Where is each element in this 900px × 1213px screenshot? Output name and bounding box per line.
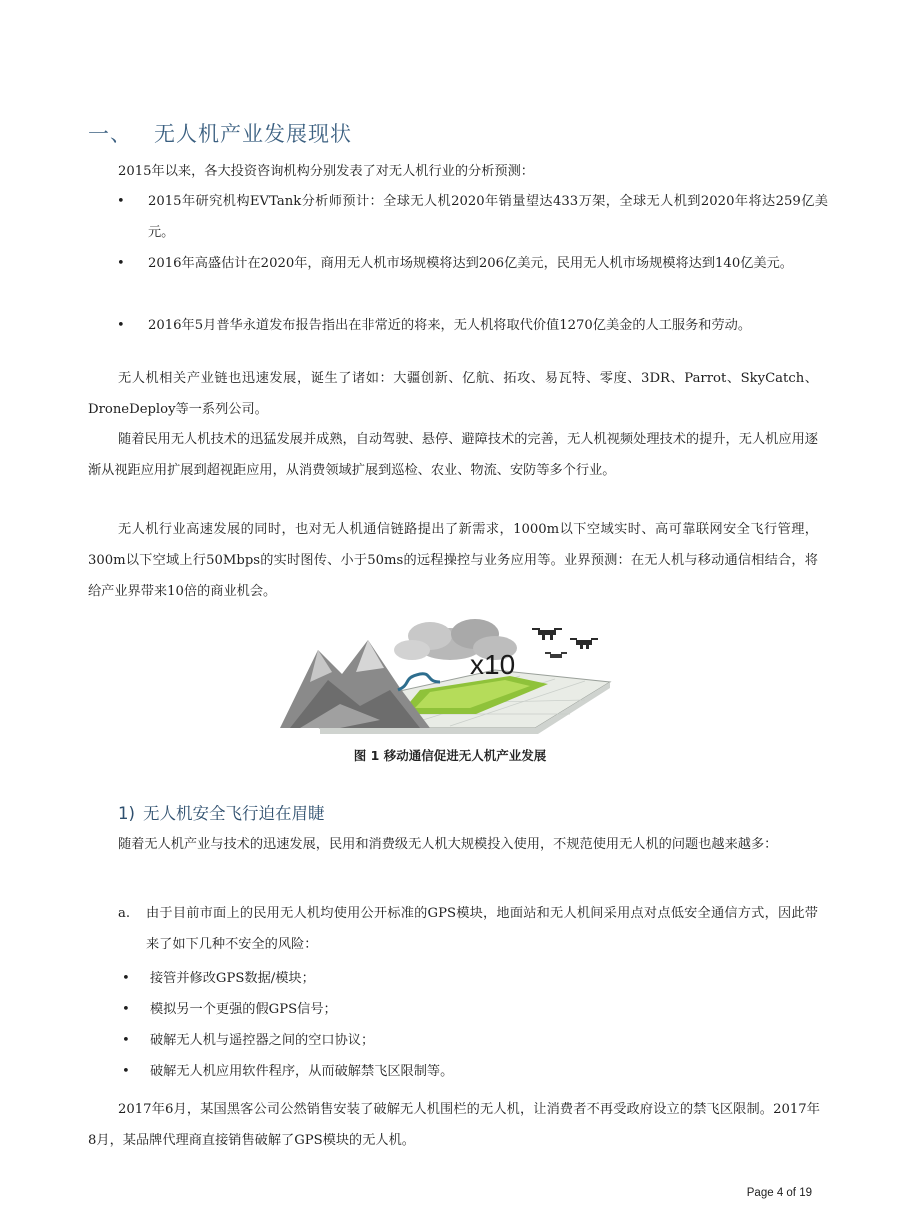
list-item <box>88 248 828 310</box>
communication-paragraph: 无人机行业高速发展的同时，也对无人机通信链路提出了新需求，1000m以下空域实时、高可靠联网安全飞行管理，300m以下空域上行50Mbps的实时图传、小于50ms的远程操控与业务应用等。业界预测：在无人机与移动通信相结合，将给产业界带来10倍的商业机会。 <box>88 522 818 599</box>
intro-paragraph: 2015年以来，各大投资咨询机构分别发表了对无人机行业的分析预测： <box>118 164 534 179</box>
bullet-icon: • <box>122 1064 130 1079</box>
subsection-title: 无人机安全飞行迫在眉睫 <box>142 804 325 823</box>
list-item <box>118 1025 818 1056</box>
drone-icon <box>532 628 562 640</box>
bullet-icon: • <box>117 318 125 333</box>
bullet-icon: • <box>122 1033 130 1048</box>
list-item <box>118 1056 818 1087</box>
item-marker: a. <box>118 906 131 921</box>
page-number: Page 4 of 19 <box>746 1187 812 1199</box>
technology-paragraph: 随着民用无人机技术的迅猛发展并成熟，自动驾驶、悬停、避障技术的完善，无人机视频处理技术的提升，无人机应用逐渐从视距应用扩展到超视距应用，从消费领域扩展到巡检、农业、物流、安防等多个行业。 <box>88 432 818 478</box>
list-item <box>118 994 818 1025</box>
list-item-text: 破解无人机与遥控器之间的空口协议； <box>150 1033 375 1048</box>
list-item-text: 接管并修改GPS数据/模块； <box>150 971 315 986</box>
forecast-list <box>88 186 828 372</box>
bullet-icon: • <box>117 194 125 209</box>
bullet-icon: • <box>122 971 130 986</box>
section-title: 无人机产业发展现状 <box>154 122 352 146</box>
multiplier-label: x10 <box>470 649 516 680</box>
list-item <box>88 186 828 248</box>
drone-icon <box>545 652 567 658</box>
section-number: 一、 <box>88 122 132 146</box>
item-text: 由于目前市面上的民用无人机均使用公开标准的GPS模块，地面站和无人机间采用点对点低安全通信方式，因此带来了如下几种不安全的风险： <box>146 906 818 952</box>
bullet-icon: • <box>117 256 125 271</box>
subsection-heading <box>118 800 324 824</box>
list-item <box>118 963 818 994</box>
problem-paragraph: 随着无人机产业与技术的迅速发展，民用和消费级无人机大规模投入使用，不规范使用无人机的问题也越来越多： <box>118 837 778 852</box>
list-item-text: 2016年5月普华永道发布报告指出在非常近的将来，无人机将取代价值1270亿美金的人工服务和劳动。 <box>148 318 752 333</box>
figure-caption: 图 1 移动通信促进无人机产业发展 <box>353 748 547 763</box>
risk-list <box>118 963 818 1087</box>
drone-industry-figure <box>280 610 620 740</box>
subsection-number: 1) <box>118 804 135 823</box>
industry-chain-paragraph: 无人机相关产业链也迅速发展，诞生了诸如：大疆创新、亿航、拓攻、易瓦特、零度、3DR、Parrot、SkyCatch、DroneDeploy等一系列公司。 <box>88 371 818 417</box>
incident-paragraph: 2017年6月，某国黑客公司公然销售安装了破解无人机围栏的无人机，让消费者不再受政府设立的禁飞区限制。2017年8月，某品牌代理商直接销售破解了GPS模块的无人机。 <box>88 1102 820 1148</box>
drone-icon <box>570 638 598 649</box>
risk-item-a <box>118 898 818 960</box>
list-item-text: 模拟另一个更强的假GPS信号； <box>150 1002 337 1017</box>
list-item-text: 2015年研究机构EVTank分析师预计：全球无人机2020年销量望达433万架，全球无人机到2020年将达259亿美元。 <box>148 194 828 240</box>
bullet-icon: • <box>122 1002 130 1017</box>
list-item-text: 破解无人机应用软件程序，从而破解禁飞区限制等。 <box>150 1064 454 1079</box>
list-item-text: 2016年高盛估计在2020年，商用无人机市场规模将达到206亿美元，民用无人机市场规模将达到140亿美元。 <box>148 256 793 271</box>
section-heading <box>88 118 352 148</box>
